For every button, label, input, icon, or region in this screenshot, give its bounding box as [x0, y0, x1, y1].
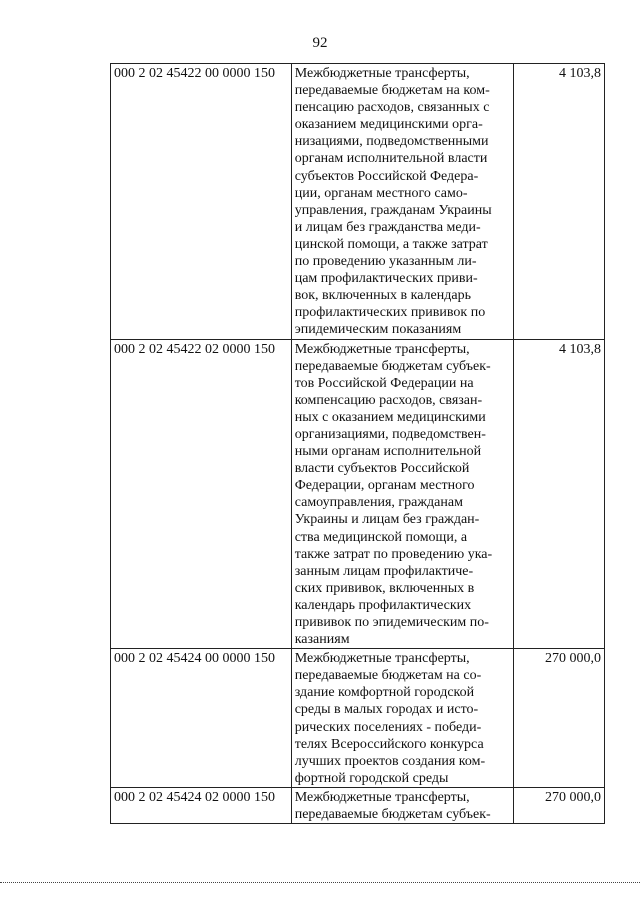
amount-value: 4 103,8 [513, 339, 604, 649]
page-bottom-divider [0, 882, 640, 883]
transfer-description: Межбюджетные трансферты, передаваемые бюджетам субъек- [291, 787, 513, 823]
amount-value: 270 000,0 [513, 649, 604, 788]
amount-value: 4 103,8 [513, 64, 604, 340]
table-row [111, 649, 605, 788]
budget-table [110, 63, 605, 824]
amount-value: 270 000,0 [513, 787, 604, 823]
transfer-description: Межбюджетные трансферты, передаваемые бюджетам субъек- тов Российской Федерации на компенсацию расходов, связан- ных с оказанием медицинскими организациями, подведомствен- ными органам исполнительной власти субъектов Российской Федерации, органам местного самоуправления, гражданам Украины и лицам без граждан- ства медицинской помощи, а также затрат по проведению ука- занным лицам профилактиче- ских прививок, включенных в календарь профилактических прививок по эпидемическим по- казаниям [291, 339, 513, 649]
table-row [111, 787, 605, 823]
classification-code: 000 2 02 45424 02 0000 150 [111, 787, 292, 823]
transfer-description: Межбюджетные трансферты, передаваемые бюджетам на со- здание комфортной городской среды в малых городах и исто- рических поселениях - победи- телях Всероссийского конкурса лучших проектов создания ком- фортной городской среды [291, 649, 513, 788]
classification-code: 000 2 02 45422 00 0000 150 [111, 64, 292, 340]
classification-code: 000 2 02 45424 00 0000 150 [111, 649, 292, 788]
transfer-description: Межбюджетные трансферты, передаваемые бюджетам на ком- пенсацию расходов, связанных с оказанием медицинскими орга- низациями, подведомственными органам исполнительной власти субъектов Российской Федера- ции, органам местного само- управления, гражданам Украины и лицам без гражданства меди- цинской помощи, а также затрат по проведению указанным ли- цам профилактических приви- вок, включенных в календарь профилактических прививок по эпидемическим показаниям [291, 64, 513, 340]
classification-code: 000 2 02 45422 02 0000 150 [111, 339, 292, 649]
table-row [111, 64, 605, 340]
page-number: 92 [312, 35, 328, 51]
table-row [111, 339, 605, 649]
